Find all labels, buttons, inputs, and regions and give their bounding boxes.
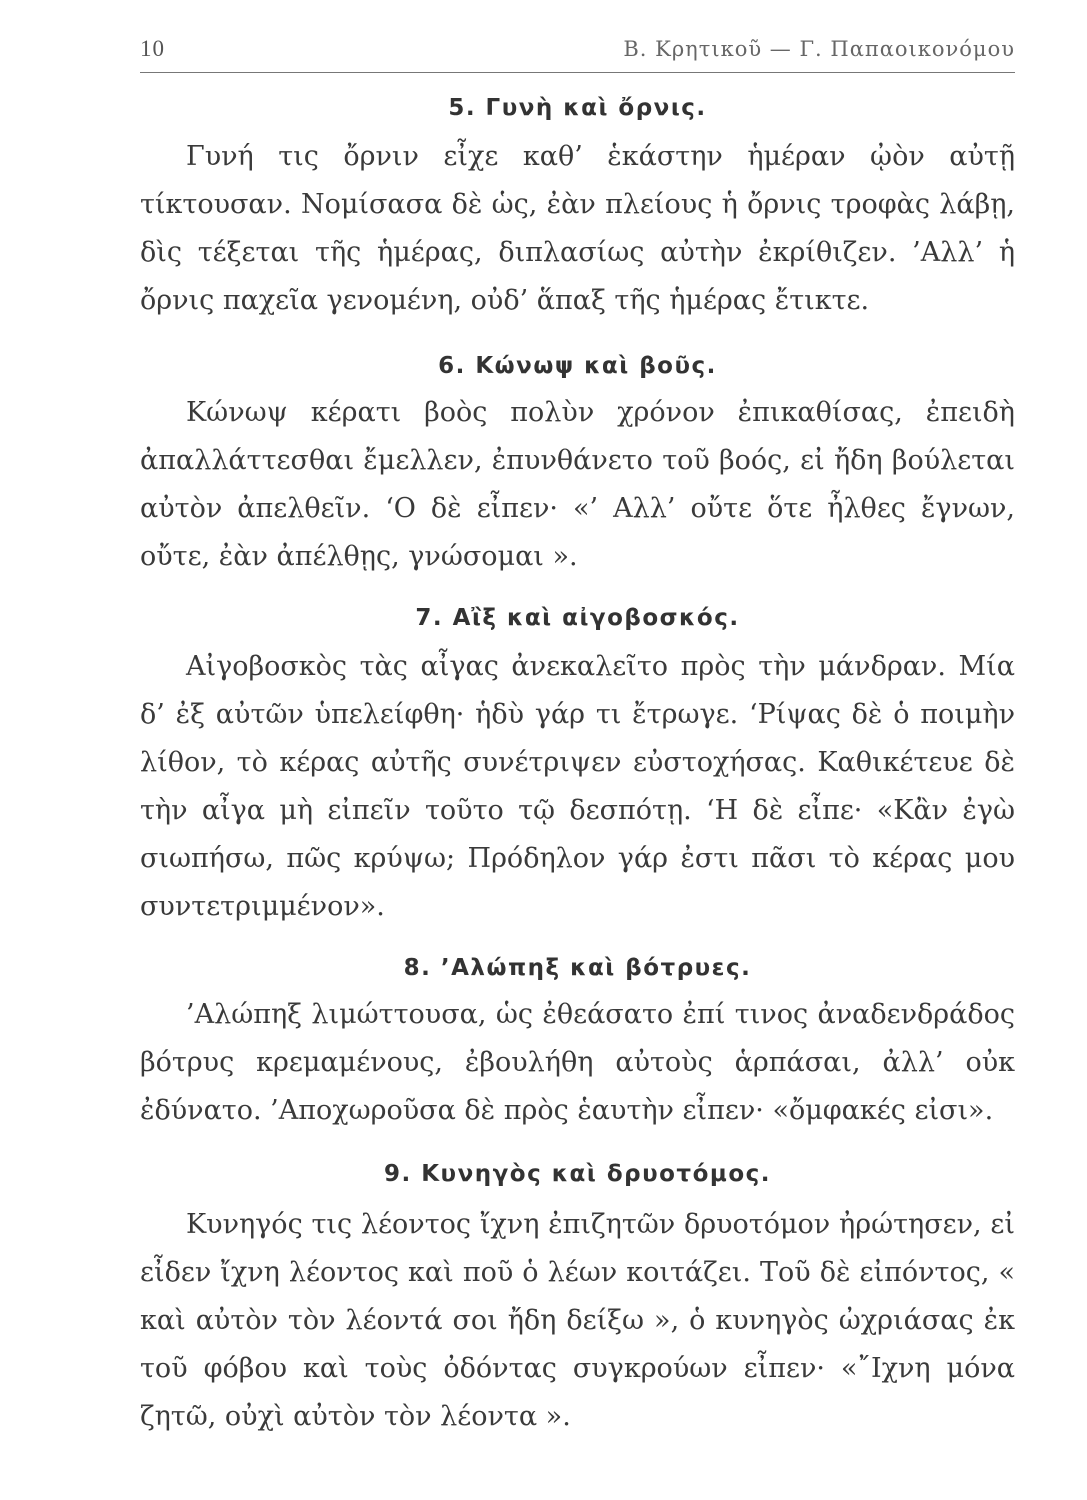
fable-section xyxy=(140,1161,1015,1441)
fable-section xyxy=(140,955,1015,1135)
fable-section xyxy=(140,353,1015,581)
page-number: 10 xyxy=(140,36,165,61)
fable-title: 7. Αἲξ καὶ αἰγοβοσκός. xyxy=(415,605,740,631)
fable-text: Κυνηγός τις λέοντος ἴχνη ἐπιζητῶν δρυοτόμον ἠρώτησεν, εἰ εἶδεν ἴχνη λέοντος καὶ ποῦ ὁ λέων κοιτάζει. Τοῦ δὲ εἰπόντος, « καὶ αὐτὸν τὸν λέοντά σοι ἤδη δείξω », ὁ κυνηγὸς ὠχριάσας ἐκ τοῦ φόβου καὶ τοὺς ὀδόντας συγκρούων εἶπεν· «῎Ιχνη μόνα ζητῶ, οὐχὶ αὐτὸν τὸν λέοντα ». xyxy=(140,1209,1015,1432)
book-page xyxy=(140,36,1015,1441)
fable-section xyxy=(140,605,1015,931)
fable-title: 9. Κυνηγὸς καὶ δρυοτόμος. xyxy=(383,1161,772,1187)
running-head xyxy=(140,36,1015,73)
fable-text: Γυνή τις ὄρνιν εἶχε καθ’ ἑκάστην ἡμέραν ᾠὸν αὐτῇ τίκτουσαν. Νομίσασα δὲ ὡς, ἐὰν πλείους ἡ ὄρνις τροφὰς λάβῃ, δὶς τέξεται τῆς ἡμέρας, διπλασίως αὐτὴν ἐκρίθιζεν. ’Αλλ’ ἡ ὄρνις παχεῖα γενομένη, οὐδ’ ἅπαξ τῆς ἡμέρας ἔτικτε. xyxy=(140,141,1015,316)
running-head-authors: Β. Κρητικοῦ — Γ. Παπαοικονόμου xyxy=(623,37,1015,61)
fable-text: Αἰγοβοσκὸς τὰς αἶγας ἀνεκαλεῖτο πρὸς τὴν μάνδραν. Μία δ’ ἐξ αὐτῶν ὑπελείφθη· ἡδὺ γάρ τι ἔτρωγε. ‘Ρίψας δὲ ὁ ποιμὴν λίθον, τὸ κέρας αὐτῆς συνέτριψεν εὐστοχήσας. Καθικέτευε δὲ τὴν αἶγα μὴ εἰπεῖν τοῦτο τῷ δεσπότῃ. ‘Η δὲ εἶπε· «Κἂν ἐγὼ σιωπήσω, πῶς κρύψω; Πρόδηλον γάρ ἐστι πᾶσι τὸ κέρας μου συντετριμμένον». xyxy=(140,651,1015,922)
fable-section xyxy=(140,95,1015,325)
fable-title: 6. Κώνωψ καὶ βοῦς. xyxy=(438,353,717,379)
fable-text: ’Αλώπηξ λιμώττουσα, ὡς ἐθεάσατο ἐπί τινος ἀναδενδράδος βότρυς κρεμαμένους, ἐβουλήθη αὐτοὺς ἁρπάσαι, ἀλλ’ οὐκ ἐδύνατο. ’Αποχωροῦσα δὲ πρὸς ἑαυτὴν εἶπεν· «ὄμφακές εἰσι». xyxy=(140,999,1015,1126)
fable-title: 5. Γυνὴ καὶ ὄρνις. xyxy=(448,95,707,121)
fable-text: Κώνωψ κέρατι βοὸς πολὺν χρόνον ἐπικαθίσας, ἐπειδὴ ἀπαλλάττεσθαι ἔμελλεν, ἐπυνθάνετο τοῦ βοός, εἰ ἤδη βούλεται αὐτὸν ἀπελθεῖν. ‘Ο δὲ εἶπεν· «’ Αλλ’ οὔτε ὅτε ἦλθες ἔγνων, οὔτε, ἐὰν ἀπέλθῃς, γνώσομαι ». xyxy=(140,397,1015,572)
fable-title: 8. ’Αλώπηξ καὶ βότρυες. xyxy=(403,955,752,981)
